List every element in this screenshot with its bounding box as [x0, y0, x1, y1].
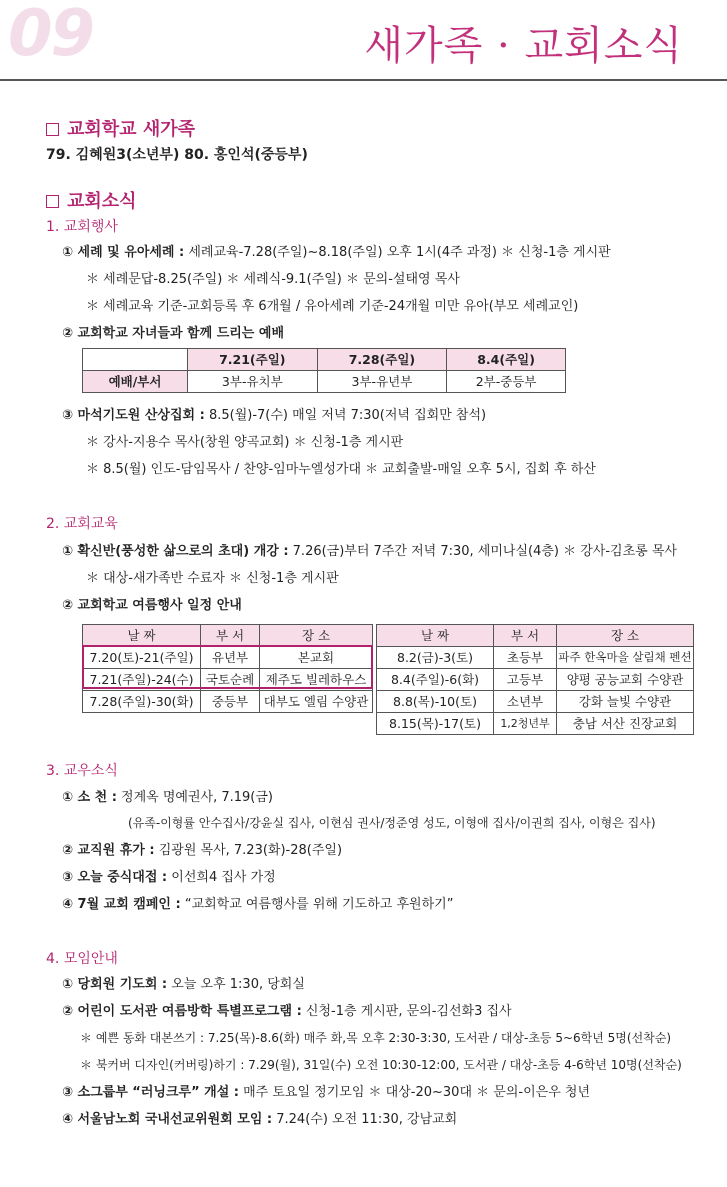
summer-table-right [376, 624, 694, 735]
table-cell: 고등부 [494, 669, 557, 691]
presbytery-meeting-item: ④ 서울남노회 국내선교위원회 모임 : 7.24(수) 오전 11:30, 강남교회 [62, 1112, 458, 1127]
col-place: 장 소 [557, 625, 694, 647]
newfamily-heading: 교회학교 새가족 [46, 118, 195, 141]
table-cell: 제주도 빌레하우스 [260, 669, 373, 691]
table-cell: 유년부 [201, 647, 260, 669]
elders-prayer-item: ① 당회원 기도회 : 오늘 오후 1:30, 당회실 [62, 977, 305, 992]
table-cell: 중등부 [201, 691, 260, 713]
table-cell: 8.8(목)-10(토) [377, 691, 494, 713]
col-dept: 부 서 [201, 625, 260, 647]
page-title: 새가족 · 교회소식 [364, 23, 683, 69]
table-cell: 7.28(주일)-30(화) [83, 691, 201, 713]
col-place: 장 소 [260, 625, 373, 647]
table-cell: 8.4(주일)-6(화) [377, 669, 494, 691]
section-1-title: 1. 교회행사 [46, 219, 118, 235]
section-4-title: 4. 모임안내 [46, 951, 118, 967]
table-cell: 7.20(토)-21(주일) [83, 647, 201, 669]
class-opening-detail: ＊ 대상-새가족반 수료자 ＊ 신청-1층 게시판 [86, 571, 339, 586]
library-program-item: ② 어린이 도서관 여름방학 특별프로그램 : 신청-1층 게시판, 문의-김선화3 집사 [62, 1004, 512, 1019]
class-opening-item: ① 확신반(풍성한 삶으로의 초대) 개강 : 7.26(금)부터 7주간 저녁 7:30, 세미나실(4층) ＊ 강사-김초롱 목사 [62, 544, 677, 559]
baptism-detail-2: ＊ 세례교육 기준-교회등록 후 6개월 / 유아세례 기준-24개월 미만 유아(부모 세례교인) [86, 299, 579, 314]
worship-col-2: 7.28(주일) [317, 349, 447, 371]
retreat-item: ③ 마석기도원 산상집회 : 8.5(월)-7(수) 매일 저녁 7:30(저녁 집회만 참석) [62, 408, 487, 423]
worship-cell: 2부-중등부 [447, 371, 566, 393]
worship-col-1: 7.21(주일) [188, 349, 318, 371]
campaign-item: ④ 7월 교회 캠페인 : “교회학교 여름행사를 위해 기도하고 후원하기” [62, 897, 454, 912]
checkbox-square-icon [46, 123, 59, 136]
table-cell: 8.15(목)-17(토) [377, 713, 494, 735]
table-cell: 본교회 [260, 647, 373, 669]
table-cell: 8.2(금)-3(토) [377, 647, 494, 669]
worship-row-label: 예배/부서 [83, 371, 188, 393]
worship-cell: 3부-유치부 [188, 371, 318, 393]
retreat-detail-2: ＊ 8.5(월) 인도-담임목사 / 찬양-임마누엘성가대 ＊ 교회출발-매일 오후 5시, 집회 후 하산 [86, 462, 596, 477]
checkbox-square-icon [46, 195, 59, 208]
table-cell: 국토순례 [201, 669, 260, 691]
worship-item: ② 교회학교 자녀들과 함께 드리는 예배 [62, 326, 285, 341]
running-crew-item: ③ 소그룹부 “러닝크루” 개설 : 매주 토요일 정기모임 ＊ 대상-20~30대 ＊ 문의-이은우 청년 [62, 1085, 591, 1100]
section-2-title: 2. 교회교육 [46, 516, 118, 532]
condolence-family: (유족-이형률 안수집사/강윤실 집사, 이현심 권사/정준영 성도, 이형애 집사/이권희 집사, 이형은 집사) [128, 816, 656, 830]
summer-schedule-item: ② 교회학교 여름행사 일정 안내 [62, 598, 242, 613]
news-heading: 교회소식 [46, 190, 137, 213]
table-cell: 파주 한옥마을 살림채 펜션 [557, 647, 694, 669]
baptism-detail-1: ＊ 세례문답-8.25(주일) ＊ 세례식-9.1(주일) ＊ 문의-설태영 목사 [86, 272, 460, 287]
table-cell: 7.21(주일)-24(수) [83, 669, 201, 691]
col-dept: 부 서 [494, 625, 557, 647]
section-3-title: 3. 교우소식 [46, 763, 118, 779]
table-cell: 충남 서산 진장교회 [557, 713, 694, 735]
table-cell: 강화 늘빛 수양관 [557, 691, 694, 713]
worship-cell: 3부-유년부 [317, 371, 447, 393]
table-cell: 초등부 [494, 647, 557, 669]
table-cell: 양평 공능교회 수양관 [557, 669, 694, 691]
highlight-box [82, 645, 373, 689]
page-number: 09 [8, 0, 94, 71]
retreat-detail-1: ＊ 강사-지용수 목사(창원 양곡교회) ＊ 신청-1층 게시판 [86, 435, 404, 450]
baptism-item: ① 세례 및 유아세례 : 세례교육-7.28(주일)~8.18(주일) 오후 1시(4주 과정) ＊ 신청-1층 게시판 [62, 245, 611, 260]
table-cell: 1,2청년부 [494, 713, 557, 735]
col-date: 날 짜 [83, 625, 201, 647]
library-detail-2: ＊ 북커버 디자인(커버링)하기 : 7.29(월), 31일(수) 오전 10:30-12:00, 도서관 / 대상-초등 4-6학년 10명(선착순) [80, 1058, 682, 1072]
table-cell: 대부도 엘림 수양관 [260, 691, 373, 713]
library-detail-1: ＊ 예쁜 동화 대본쓰기 : 7.25(목)-8.6(화) 매주 화,목 오후 2:30-3:30, 도서관 / 대상-초등 5~6학년 5명(선착순) [80, 1031, 672, 1045]
worship-table [82, 348, 566, 393]
col-date: 날 짜 [377, 625, 494, 647]
newfamily-members: 79. 김혜원3(소년부) 80. 홍인석(중등부) [46, 147, 308, 163]
table-cell: 소년부 [494, 691, 557, 713]
worship-col-3: 8.4(주일) [447, 349, 566, 371]
title-divider [0, 79, 727, 81]
condolence-item: ① 소 천 : 정계옥 명예권사, 7.19(금) [62, 790, 273, 805]
staff-vacation-item: ② 교직원 휴가 : 김광원 목사, 7.23(화)-28(주일) [62, 843, 343, 858]
lunch-item: ③ 오늘 중식대접 : 이선희4 집사 가정 [62, 870, 276, 885]
